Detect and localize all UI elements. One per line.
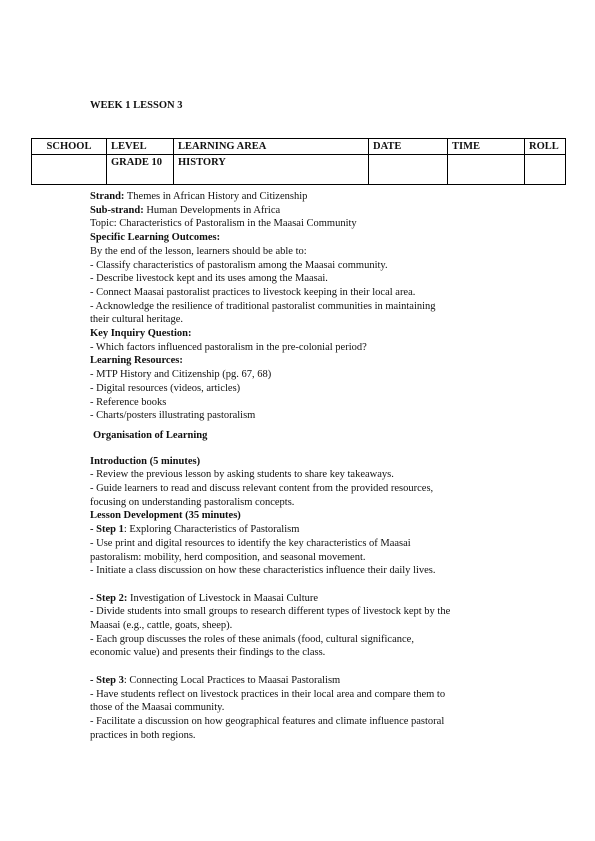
introduction-title: Introduction (5 minutes) <box>90 455 201 467</box>
list-item: focusing on understanding pastoralism concepts. <box>90 496 295 508</box>
cell-time <box>448 155 525 185</box>
list-item: - Classify characteristics of pastoralism among the Maasai community. <box>90 259 388 271</box>
cell-level: GRADE 10 <box>107 155 174 185</box>
inquiry-title: Key Inquiry Question: <box>90 328 192 340</box>
step-2-title: Investigation of Livestock in Maasai Culture <box>127 592 319 604</box>
list-item: - Divide students into small groups to research different types of livestock kept by the <box>90 606 451 618</box>
table-header-row <box>32 139 566 155</box>
list-item: - Each group discusses the roles of these animals (food, cultural significance, <box>90 633 414 645</box>
outcomes-intro: By the end of the lesson, learners should be able to: <box>90 245 307 257</box>
list-item: - Facilitate a discussion on how geographical features and climate influence pastoral <box>90 715 445 727</box>
substrand-label: Sub-strand: <box>90 204 144 216</box>
col-learning-area: LEARNING AREA <box>174 139 369 155</box>
development-title: Lesson Development (35 minutes) <box>90 510 241 522</box>
list-item: - Use print and digital resources to identify the key characteristics of Maasai <box>90 537 411 549</box>
col-time: TIME <box>448 139 525 155</box>
step-2-heading <box>90 592 510 606</box>
list-item: practices in both regions. <box>90 729 196 741</box>
list-item: their cultural heritage. <box>90 314 183 326</box>
organisation-heading: Organisation of Learning <box>93 429 208 441</box>
resources-title: Learning Resources: <box>90 355 183 367</box>
step-3-label: - Step 3 <box>90 674 124 686</box>
list-item: pastoralism: mobility, herd composition, and seasonal movement. <box>90 551 366 563</box>
outcomes-title: Specific Learning Outcomes: <box>90 232 221 244</box>
strand-value: Themes in African History and Citizenship <box>124 191 308 202</box>
lesson-body <box>90 190 510 742</box>
lesson-info-table <box>31 138 566 185</box>
col-roll: ROLL <box>525 139 566 155</box>
cell-learning-area: HISTORY <box>174 155 369 185</box>
list-item: - Acknowledge the resilience of traditional pastoralist communities in maintaining <box>90 300 436 312</box>
list-item: - Which factors influenced pastoralism in the pre-colonial period? <box>90 341 367 353</box>
cell-school <box>32 155 107 185</box>
step-1-title: : Exploring Characteristics of Pastoralism <box>123 524 300 536</box>
step-1-label: - Step 1 <box>90 524 124 536</box>
strand-label: Strand: <box>90 191 125 202</box>
table-row <box>32 155 566 185</box>
substrand-value: Human Developments in Africa <box>143 204 281 216</box>
list-item: economic value) and presents their findings to the class. <box>90 647 326 659</box>
col-school: SCHOOL <box>32 139 107 155</box>
list-item: - Initiate a class discussion on how these characteristics influence their daily lives. <box>90 565 436 577</box>
col-level: LEVEL <box>107 139 174 155</box>
col-date: DATE <box>369 139 448 155</box>
list-item: Maasai (e.g., cattle, goats, sheep). <box>90 620 233 632</box>
list-item: - Have students reflect on livestock practices in their local area and compare them to <box>90 688 446 700</box>
step-3-heading <box>90 674 510 688</box>
list-item: - Review the previous lesson by asking students to share key takeaways. <box>90 469 394 481</box>
list-item: - MTP History and Citizenship (pg. 67, 68) <box>90 369 272 381</box>
cell-date <box>369 155 448 185</box>
strand-line <box>90 190 510 204</box>
list-item: - Describe livestock kept and its uses among the Maasai. <box>90 273 328 285</box>
list-item: - Charts/posters illustrating pastoralism <box>90 410 256 422</box>
list-item: - Connect Maasai pastoralist practices to livestock keeping in their local area. <box>90 286 416 298</box>
list-item: those of the Maasai community. <box>90 702 225 714</box>
lesson-heading: WEEK 1 LESSON 3 <box>90 100 183 111</box>
cell-roll <box>525 155 566 185</box>
list-item: - Digital resources (videos, articles) <box>90 382 241 394</box>
substrand-line <box>90 204 510 218</box>
topic-line: Topic: Characteristics of Pastoralism in the Maasai Community <box>90 218 357 230</box>
step-2-label: - Step 2: <box>90 592 128 604</box>
list-item: - Guide learners to read and discuss relevant content from the provided resources, <box>90 483 434 495</box>
step-3-title: : Connecting Local Practices to Maasai Pastoralism <box>123 674 341 686</box>
list-item: - Reference books <box>90 396 167 408</box>
step-1-heading <box>90 523 510 537</box>
